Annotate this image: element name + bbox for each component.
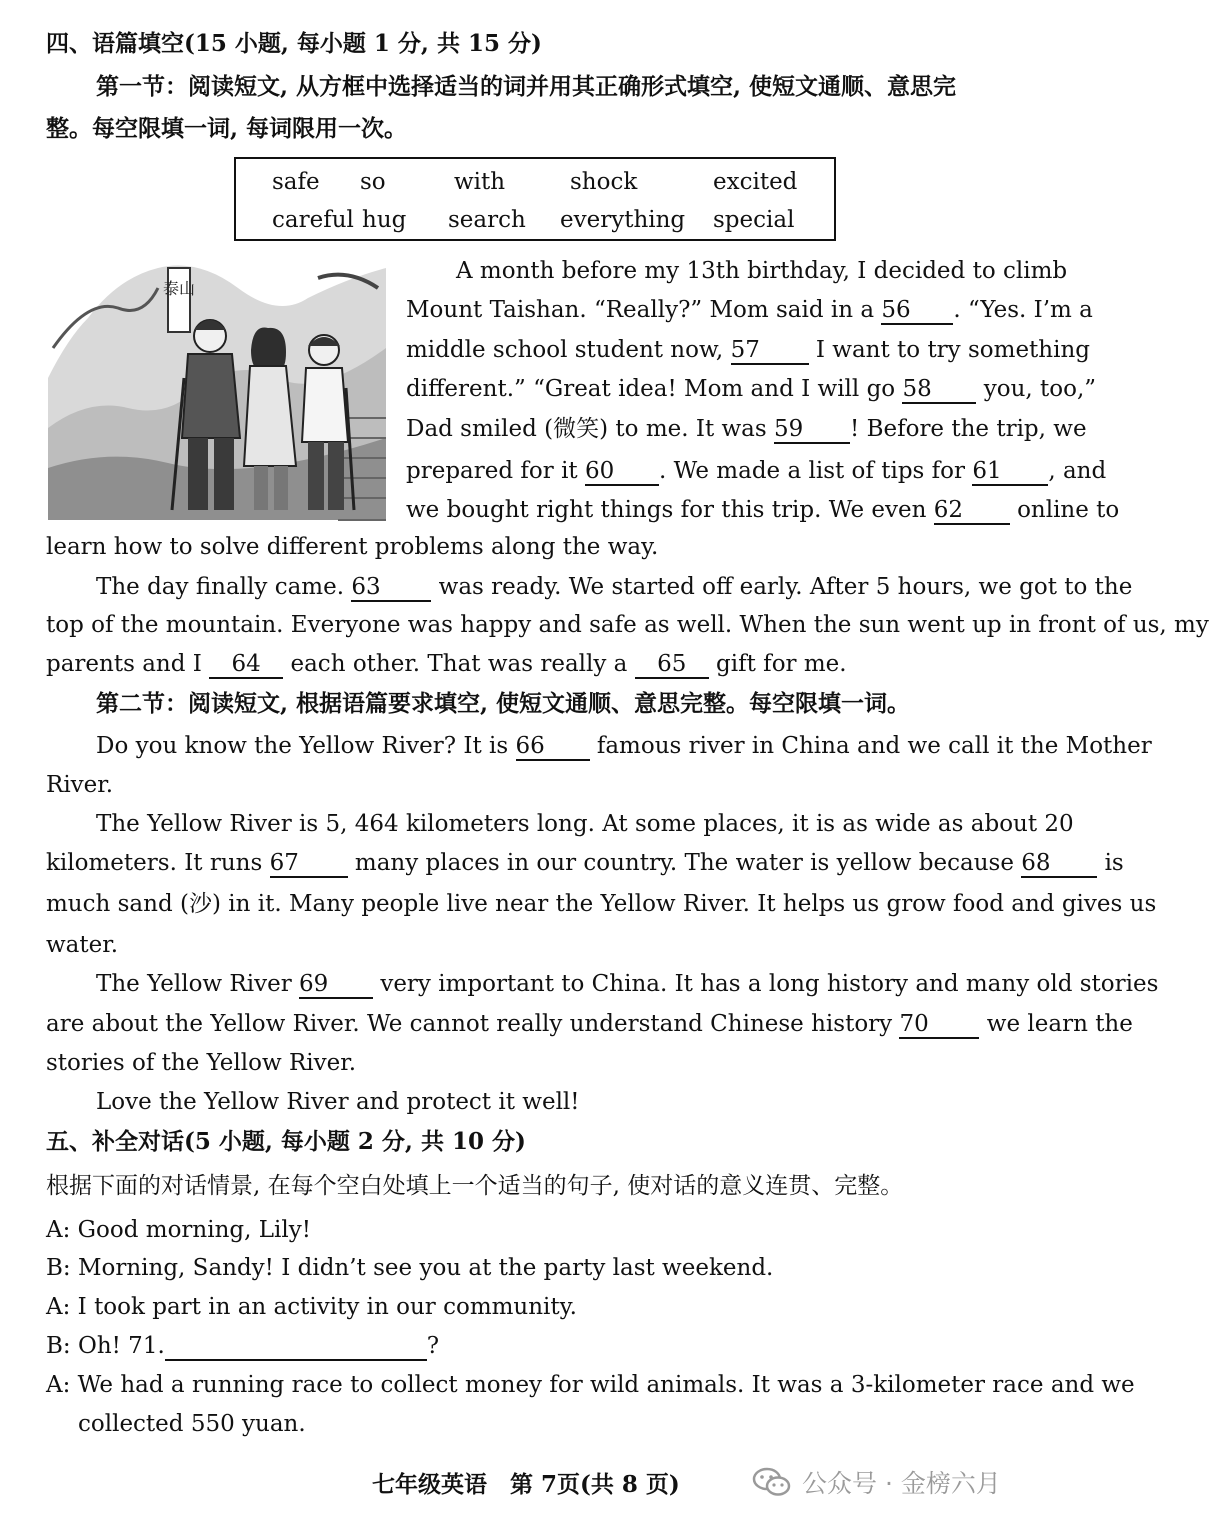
passage1-line4: different.” “Great idea! Mom and I will go 58 you, too,” xyxy=(406,376,1097,402)
blank-66[interactable]: 66 xyxy=(516,733,590,761)
blank-60[interactable]: 60 xyxy=(585,458,659,486)
word-everything: everything xyxy=(560,207,686,233)
dialog-line-5: A: We had a running race to collect money for wild animals. It was a 3-kilometer race and we xyxy=(46,1372,1135,1398)
word-excited: excited xyxy=(713,169,798,195)
word-special: special xyxy=(713,207,795,233)
passage4-line4: water. xyxy=(46,932,119,958)
passage1-line8: learn how to solve different problems along the way. xyxy=(46,534,659,560)
mountain-sign-char-1: 泰山 xyxy=(162,279,196,298)
passage2-line3: parents and I 64 each other. That was really a 65 gift for me. xyxy=(46,651,847,677)
wechat-icon xyxy=(752,1466,792,1498)
dialog-line-4: B: Oh! 71. ? xyxy=(46,1333,440,1359)
passage3-line2: River. xyxy=(46,772,114,798)
part1-instruction-line1: 第一节：阅读短文, 从方框中选择适当的词并用其正确形式填空, 使短文通顺、意思完 xyxy=(96,73,957,100)
passage5-line2: are about the Yellow River. We cannot really understand Chinese history 70 we learn the xyxy=(46,1011,1133,1037)
passage5-line1: The Yellow River 69 very important to China. It has a long history and many old stories xyxy=(96,971,1159,997)
passage6-line: Love the Yellow River and protect it well! xyxy=(96,1089,580,1115)
passage4-line2: kilometers. It runs 67 many places in our country. The water is yellow because 68 is xyxy=(46,850,1124,876)
part1-instruction-line2: 整。每空限填一词, 每词限用一次。 xyxy=(46,115,408,142)
section5-instruction: 根据下面的对话情景, 在每个空白处填上一个适当的句子, 使对话的意义连贯、完整。 xyxy=(46,1173,904,1199)
dialog-line-2: B: Morning, Sandy! I didn’t see you at the party last weekend. xyxy=(46,1255,774,1281)
word-careful: careful xyxy=(272,207,354,233)
passage4-line1: The Yellow River is 5, 464 kilometers long. At some places, it is as wide as about 20 xyxy=(96,811,1074,837)
word-with: with xyxy=(454,169,506,195)
watermark xyxy=(752,1464,1001,1500)
blank-61[interactable]: 61 xyxy=(972,458,1048,486)
blank-64[interactable]: 64 xyxy=(209,651,283,679)
word-shock: shock xyxy=(570,169,638,195)
blank-59[interactable]: 59 xyxy=(774,416,850,444)
dialog-line-1: A: Good morning, Lily! xyxy=(46,1217,311,1243)
passage4-line3: much sand (沙) in it. Many people live near the Yellow River. It helps us grow food and gives us xyxy=(46,891,1157,917)
section5-title: 五、补全对话(5 小题, 每小题 2 分, 共 10 分) xyxy=(46,1128,526,1155)
word-so: so xyxy=(360,169,386,195)
passage1-line2: Mount Taishan. “Really?” Mom said in a 56 . “Yes. I’m a xyxy=(406,297,1093,323)
page-footer: 七年级英语 第 7页(共 8 页) xyxy=(372,1471,680,1498)
blank-56[interactable]: 56 xyxy=(881,297,953,325)
passage3-line1: Do you know the Yellow River? It is 66 famous river in China and we call it the Mother xyxy=(96,733,1152,759)
word-hug: hug xyxy=(362,207,407,233)
word-safe: safe xyxy=(272,169,320,195)
passage5-line3: stories of the Yellow River. xyxy=(46,1050,357,1076)
blank-57[interactable]: 57 xyxy=(731,337,809,365)
passage1-line7: we bought right things for this trip. We even 62 online to xyxy=(406,497,1120,523)
blank-65[interactable]: 65 xyxy=(635,651,709,679)
blank-70[interactable]: 70 xyxy=(899,1011,979,1039)
blank-68[interactable]: 68 xyxy=(1021,850,1097,878)
word-search: search xyxy=(448,207,526,233)
dialog-line-6: collected 550 yuan. xyxy=(78,1411,306,1437)
passage1-line6: prepared for it 60 . We made a list of tips for 61 , and xyxy=(406,458,1107,484)
family-hiking-illustration xyxy=(48,258,386,520)
passage1-line3: middle school student now, 57 I want to try something xyxy=(406,337,1090,363)
watermark-text: 公众号 · 金榜六月 xyxy=(802,1469,1001,1498)
part2-instruction: 第二节：阅读短文, 根据语篇要求填空, 使短文通顺、意思完整。每空限填一词。 xyxy=(96,690,911,717)
blank-69[interactable]: 69 xyxy=(299,971,373,999)
passage2-line1: The day finally came. 63 was ready. We started off early. After 5 hours, we got to the xyxy=(96,574,1133,600)
passage2-line2: top of the mountain. Everyone was happy and safe as well. When the sun went up in front of us, my xyxy=(46,612,1209,638)
passage1-line1: A month before my 13th birthday, I decided to climb xyxy=(456,258,1068,284)
passage1-line5: Dad smiled (微笑) to me. It was 59 ! Before the trip, we xyxy=(406,416,1087,442)
blank-63[interactable]: 63 xyxy=(351,574,431,602)
blank-58[interactable]: 58 xyxy=(902,376,976,404)
section4-title: 四、语篇填空(15 小题, 每小题 1 分, 共 15 分) xyxy=(46,30,542,57)
blank-71[interactable] xyxy=(165,1333,427,1361)
blank-62[interactable]: 62 xyxy=(934,497,1010,525)
dialog-line-3: A: I took part in an activity in our community. xyxy=(46,1294,577,1320)
word-box xyxy=(234,157,836,241)
blank-67[interactable]: 67 xyxy=(270,850,348,878)
